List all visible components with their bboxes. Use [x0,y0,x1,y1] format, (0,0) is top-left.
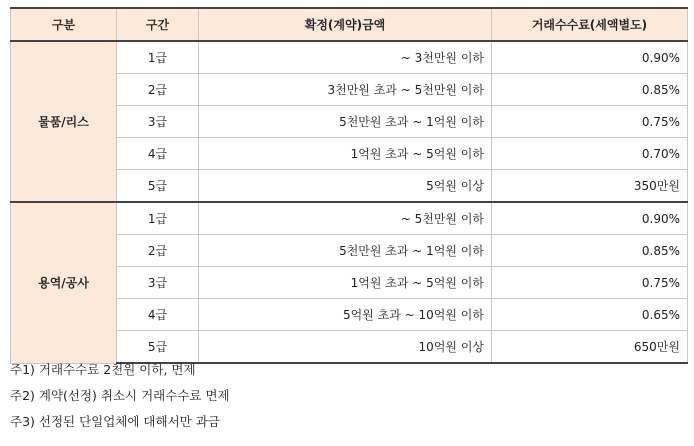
fee-cell: 0.90% [492,202,688,235]
amount-cell: ~ 3천만원 이하 [199,41,492,74]
amount-cell: 1억원 초과 ~ 5억원 이하 [199,138,492,170]
fee-cell: 0.75% [492,267,688,299]
grade-cell: 1급 [117,202,199,235]
grade-cell: 4급 [117,299,199,331]
grade-cell: 5급 [117,170,199,203]
header-category: 구분 [11,8,117,41]
fee-cell: 350만원 [492,170,688,203]
table-row [11,41,688,74]
amount-cell: 5억원 초과 ~ 10억원 이하 [199,299,492,331]
header-amount: 확정(계약)금액 [199,8,492,41]
table-header-row [11,8,688,41]
grade-cell: 5급 [117,331,199,364]
fee-cell: 0.85% [492,74,688,106]
fee-cell: 0.90% [492,41,688,74]
grade-cell: 3급 [117,267,199,299]
fee-table [10,7,688,364]
fee-cell: 650만원 [492,331,688,364]
header-grade: 구간 [117,8,199,41]
footnote: 주1) 거래수수료 2천원 이하, 면제 [10,362,196,377]
footnote: 주3) 선정된 단일업체에 대해서만 과금 [10,414,220,429]
grade-cell: 4급 [117,138,199,170]
fee-cell: 0.85% [492,235,688,267]
fee-cell: 0.65% [492,299,688,331]
footnote: 주2) 계약(선정) 취소시 거래수수료 면제 [10,388,230,403]
header-fee: 거래수수료(세액별도) [492,8,688,41]
category-cell: 용역/공사 [11,202,117,363]
fee-cell: 0.70% [492,138,688,170]
grade-cell: 3급 [117,106,199,138]
amount-cell: 5천만원 초과 ~ 1억원 이하 [199,235,492,267]
grade-cell: 2급 [117,74,199,106]
amount-cell: 1억원 초과 ~ 5억원 이하 [199,267,492,299]
amount-cell: 5억원 이상 [199,170,492,203]
grade-cell: 2급 [117,235,199,267]
amount-cell: 5천만원 초과 ~ 1억원 이하 [199,106,492,138]
grade-cell: 1급 [117,41,199,74]
table-row [11,202,688,235]
footnotes [10,357,230,435]
fee-cell: 0.75% [492,106,688,138]
amount-cell: 3천만원 초과 ~ 5천만원 이하 [199,74,492,106]
amount-cell: 10억원 이상 [199,331,492,364]
category-cell: 물품/리스 [11,41,117,202]
amount-cell: ~ 5천만원 이하 [199,202,492,235]
